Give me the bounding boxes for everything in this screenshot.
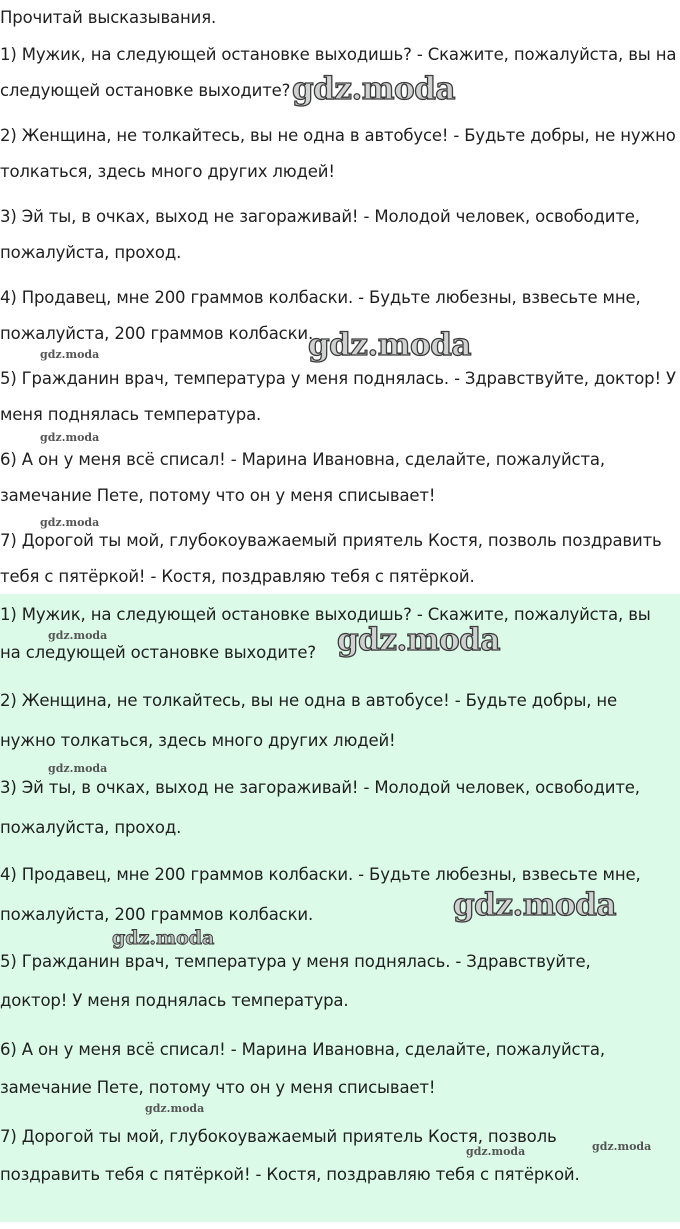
watermark-small: gdz.moda [145, 1102, 205, 1115]
answer-3-line-1: 3) Эй ты, в очках, выход не загораживай! - Молодой человек, освободите, [0, 778, 640, 797]
question-4-line-1: 4) Продавец, мне 200 граммов колбаски. - Будьте любезны, взвесьте мне, [0, 288, 641, 307]
answer-6-line-1: 6) А он у меня всё списал! - Марина Ивановна, сделайте, пожалуйста, [0, 1040, 605, 1059]
answer-7-line-2: поздравить тебя с пятёркой! - Костя, поздравляю тебя с пятёркой. [0, 1165, 580, 1184]
answer-6-line-2: замечание Пете, потому что он у меня списывает! [0, 1078, 436, 1097]
watermark-logo: gdz.moda [453, 887, 616, 923]
question-5-line-2: меня поднялась температура. [0, 405, 262, 424]
question-1-line-2: следующей остановке выходите? [0, 81, 291, 100]
answer-4-line-1: 4) Продавец, мне 200 граммов колбаски. - Будьте любезны, взвесьте мне, [0, 865, 641, 884]
intro-text: Прочитай высказывания. [0, 8, 217, 27]
watermark-small: gdz.moda [40, 431, 100, 444]
watermark-small: gdz.moda [48, 629, 108, 642]
question-3-line-2: пожалуйста, проход. [0, 243, 182, 262]
answer-5-line-2: доктор! У меня поднялась температура. [0, 991, 349, 1010]
watermark-mid: gdz.moda [112, 927, 215, 949]
watermark-small: gdz.moda [466, 1145, 526, 1158]
question-3-line-1: 3) Эй ты, в очках, выход не загораживай! - Молодой человек, освободите, [0, 207, 640, 226]
question-5-line-1: 5) Гражданин врач, температура у меня поднялась. - Здравствуйте, доктор! У [0, 369, 676, 388]
answer-1-line-2: на следующей остановке выходите? [0, 643, 316, 662]
question-4-line-2: пожалуйста, 200 граммов колбаски. [0, 324, 314, 343]
watermark-small: gdz.moda [48, 762, 108, 775]
question-2-line-1: 2) Женщина, не толкайтесь, вы не одна в автобусе! - Будьте добры, не нужно [0, 126, 676, 145]
answer-1-line-1: 1) Мужик, на следующей остановке выходишь? - Скажите, пожалуйста, вы [0, 605, 651, 624]
question-7-line-2: тебя с пятёркой! - Костя, поздравляю тебя с пятёркой. [0, 567, 475, 586]
question-7-line-1: 7) Дорогой ты мой, глубокоуважаемый приятель Костя, позволь поздравить [0, 531, 662, 550]
watermark-small: gdz.moda [40, 516, 100, 529]
watermark-small: gdz.moda [592, 1140, 652, 1153]
question-2-line-2: толкаться, здесь много других людей! [0, 162, 335, 181]
answer-7-line-1: 7) Дорогой ты мой, глубокоуважаемый приятель Костя, позволь [0, 1127, 557, 1146]
answer-2-line-1: 2) Женщина, не толкайтесь, вы не одна в автобусе! - Будьте добры, не [0, 691, 618, 710]
answer-5-line-1: 5) Гражданин врач, температура у меня поднялась. - Здравствуйте, [0, 952, 591, 971]
watermark-logo: gdz.moda [337, 622, 500, 658]
watermark-logo: gdz.moda [308, 327, 471, 363]
question-1-line-1: 1) Мужик, на следующей остановке выходишь? - Скажите, пожалуйста, вы на [0, 45, 677, 64]
answer-3-line-2: пожалуйста, проход. [0, 818, 182, 837]
watermark-small: gdz.moda [40, 348, 100, 361]
answer-4-line-2: пожалуйста, 200 граммов колбаски. [0, 905, 314, 924]
question-6-line-2: замечание Пете, потому что он у меня списывает! [0, 486, 436, 505]
watermark-logo: gdz.moda [292, 71, 455, 107]
answer-2-line-2: нужно толкаться, здесь много других людей! [0, 731, 396, 750]
question-6-line-1: 6) А он у меня всё списал! - Марина Ивановна, сделайте, пожалуйста, [0, 450, 605, 469]
